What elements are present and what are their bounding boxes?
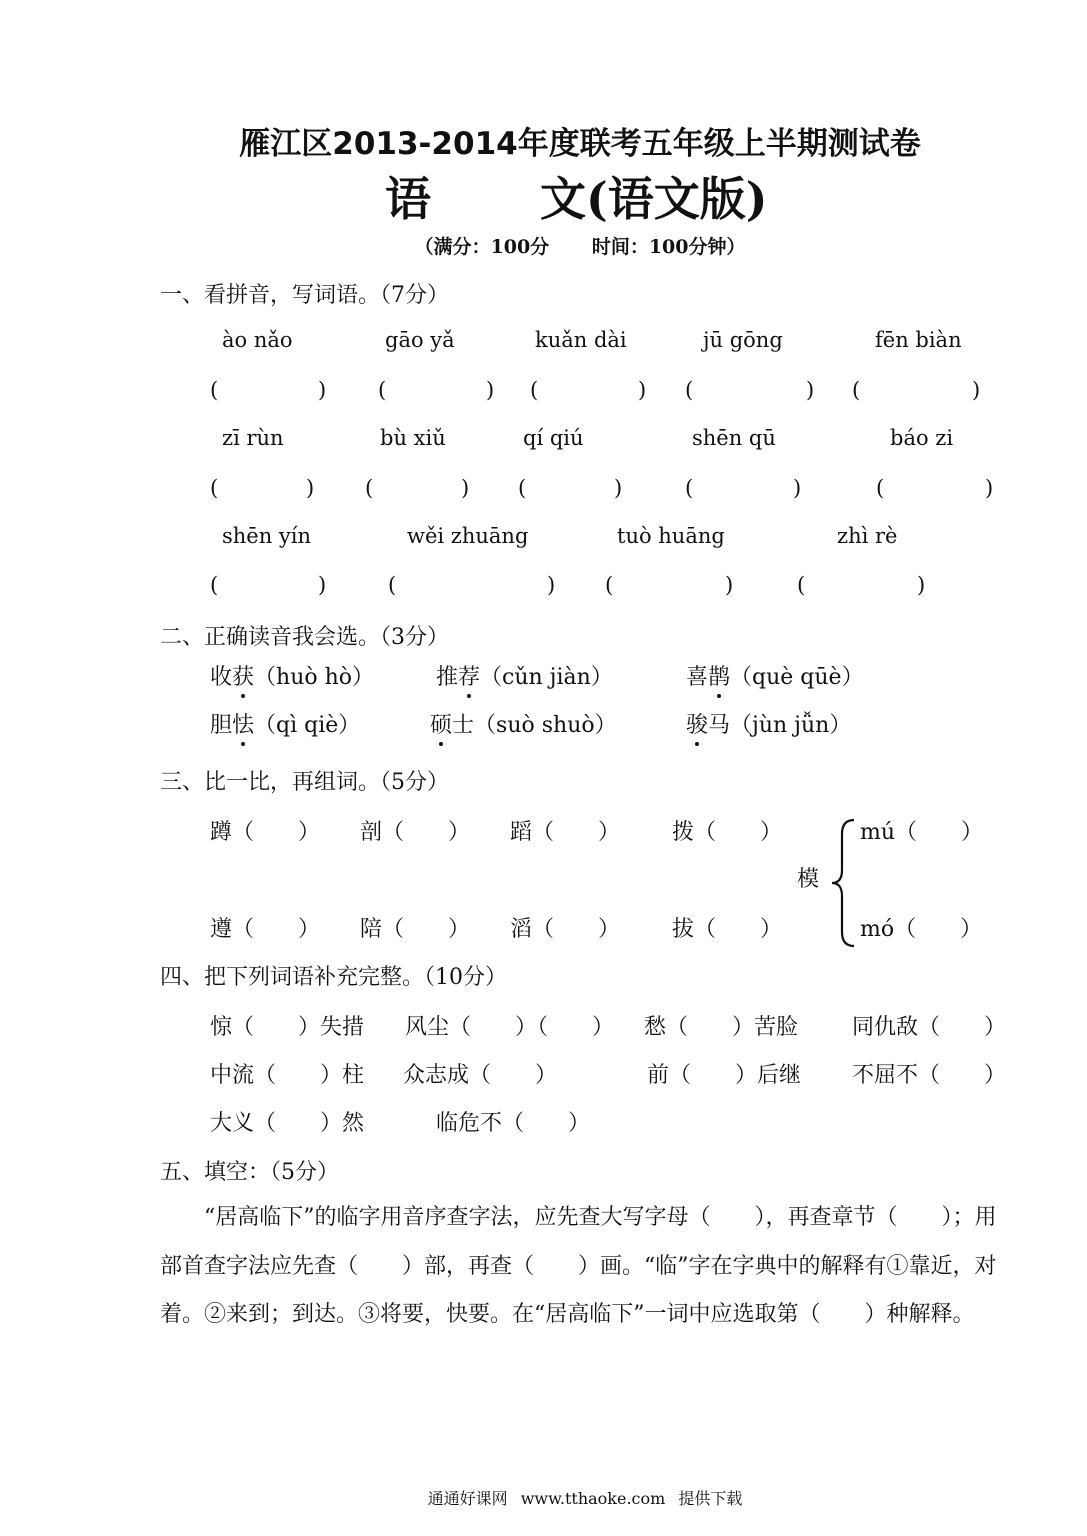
exam-title: 雁江区2013-2014年度联考五年级上半期测试卷 [239,126,921,162]
polyphone-char: 模 [797,867,820,892]
section-2-heading: 二、正确读音我会选。（3分） [160,625,449,650]
answer-bracket-close: ) [917,573,926,597]
pinyin-item: ào nǎo [222,328,293,352]
answer-bracket-open: ( [852,378,861,402]
compare-item: 拔（ ） [672,917,783,942]
compare-item: 拨（ ） [672,820,783,845]
pinyin-item: tuò huāng [617,524,725,548]
answer-bracket-close: ) [985,476,994,500]
idiom-item: 众志成（ ） [403,1063,558,1088]
idiom-item: 中流（ ）柱 [210,1063,365,1088]
curly-brace-icon [828,818,858,948]
answer-bracket-open: ( [797,573,806,597]
answer-bracket-open: ( [685,476,694,500]
footer-site-name: 通通好课网 [427,1489,508,1508]
compare-item: 蹲（ ） [210,820,321,845]
page-footer [0,1486,1087,1509]
compare-item: 滔（ ） [510,917,621,942]
answer-bracket-open: ( [210,476,219,500]
subject-title-part-a: 语 [385,172,431,226]
compare-item: 蹈（ ） [510,820,621,845]
idiom-item: 风尘（ ）（ ） [405,1015,615,1040]
answer-bracket-close: ) [318,378,327,402]
idiom-item: 大义（ ）然 [210,1111,365,1136]
compare-item: 遵（ ） [210,917,321,942]
time-info: 时间：100分钟） [591,236,746,258]
fill-in-paragraph: “居高临下”的临字用音序查字法，应先查大写字母（ ），再查章节（ ）；用部首查字法应先查（ ）部，再查（ ）画。“临”字在字典中的解释有①靠近，对着。②来到；到达。③将要，快要。在“居高临下”一词中应选取第（ ）种解释。 [160,1205,997,1327]
answer-bracket-close: ) [806,378,815,402]
answer-bracket-close: ) [461,476,470,500]
compare-item: 剖（ ） [360,820,471,845]
pinyin-item: qí qiú [523,426,584,450]
idiom-item: 愁（ ）苦脸 [644,1015,799,1040]
pinyin-item: bù xiǔ [380,426,446,450]
pinyin-item: shēn yín [222,524,312,548]
answer-bracket-close: ) [547,573,556,597]
polyphone-reading-mu: mú（ ） [860,820,984,845]
footer-note: 提供下载 [678,1489,743,1508]
answer-bracket-open: ( [365,476,374,500]
reading-choice: 喜鹊（què qūè） [686,665,864,690]
subject-title-part-b: 文(语文版) [540,172,768,226]
idiom-item: 不屈不（ ） [852,1063,1007,1088]
section-1-heading: 一、看拼音，写词语。（7分） [160,283,449,308]
answer-bracket-close: ) [638,378,647,402]
reading-choice: 推荐（cǔn jiàn） [436,665,613,690]
score-info: （满分：100分 [414,236,550,258]
answer-bracket-close: ) [793,476,802,500]
idiom-item: 前（ ）后继 [647,1063,802,1088]
answer-bracket-close: ) [486,378,495,402]
answer-bracket-open: ( [388,573,397,597]
pinyin-item: gāo yǎ [385,328,455,352]
answer-bracket-open: ( [876,476,885,500]
answer-bracket-open: ( [685,378,694,402]
footer-url[interactable]: www.tthaoke.com [520,1489,666,1508]
pinyin-item: wěi zhuāng [407,524,529,548]
pinyin-item: zī rùn [222,426,284,450]
polyphone-reading-mo: mó（ ） [860,917,983,942]
idiom-item: 惊（ ）失措 [210,1015,365,1040]
answer-bracket-open: ( [605,573,614,597]
reading-choice: 骏马（jùn jǚn） [686,713,852,738]
answer-bracket-close: ) [725,573,734,597]
answer-bracket-open: ( [210,378,219,402]
section-4-heading: 四、把下列词语补充完整。（10分） [160,965,507,990]
answer-bracket-open: ( [518,476,527,500]
pinyin-item: kuǎn dài [535,328,627,352]
answer-bracket-close: ) [972,378,981,402]
exam-meta [0,232,1087,259]
reading-choice: 硕士（suò shuò） [430,713,617,738]
pinyin-item: fēn biàn [875,328,962,352]
answer-bracket-close: ) [306,476,315,500]
section-3-heading: 三、比一比，再组词。（5分） [160,770,449,795]
answer-bracket-open: ( [378,378,387,402]
pinyin-item: shēn qū [692,426,776,450]
idiom-item: 临危不（ ） [436,1111,591,1136]
pinyin-item: báo zi [890,426,954,450]
pinyin-item: zhì rè [837,524,898,548]
pinyin-item: jū gōng [703,328,783,352]
compare-item: 陪（ ） [360,917,471,942]
section-5-heading: 五、填空：（5分） [160,1160,339,1185]
reading-choice: 收获（huò hò） [210,665,375,690]
answer-bracket-close: ) [614,476,623,500]
reading-choice: 胆怯（qì qiè） [210,713,361,738]
answer-bracket-close: ) [318,573,327,597]
answer-bracket-open: ( [210,573,219,597]
answer-bracket-open: ( [530,378,539,402]
idiom-item: 同仇敌（ ） [852,1015,1007,1040]
